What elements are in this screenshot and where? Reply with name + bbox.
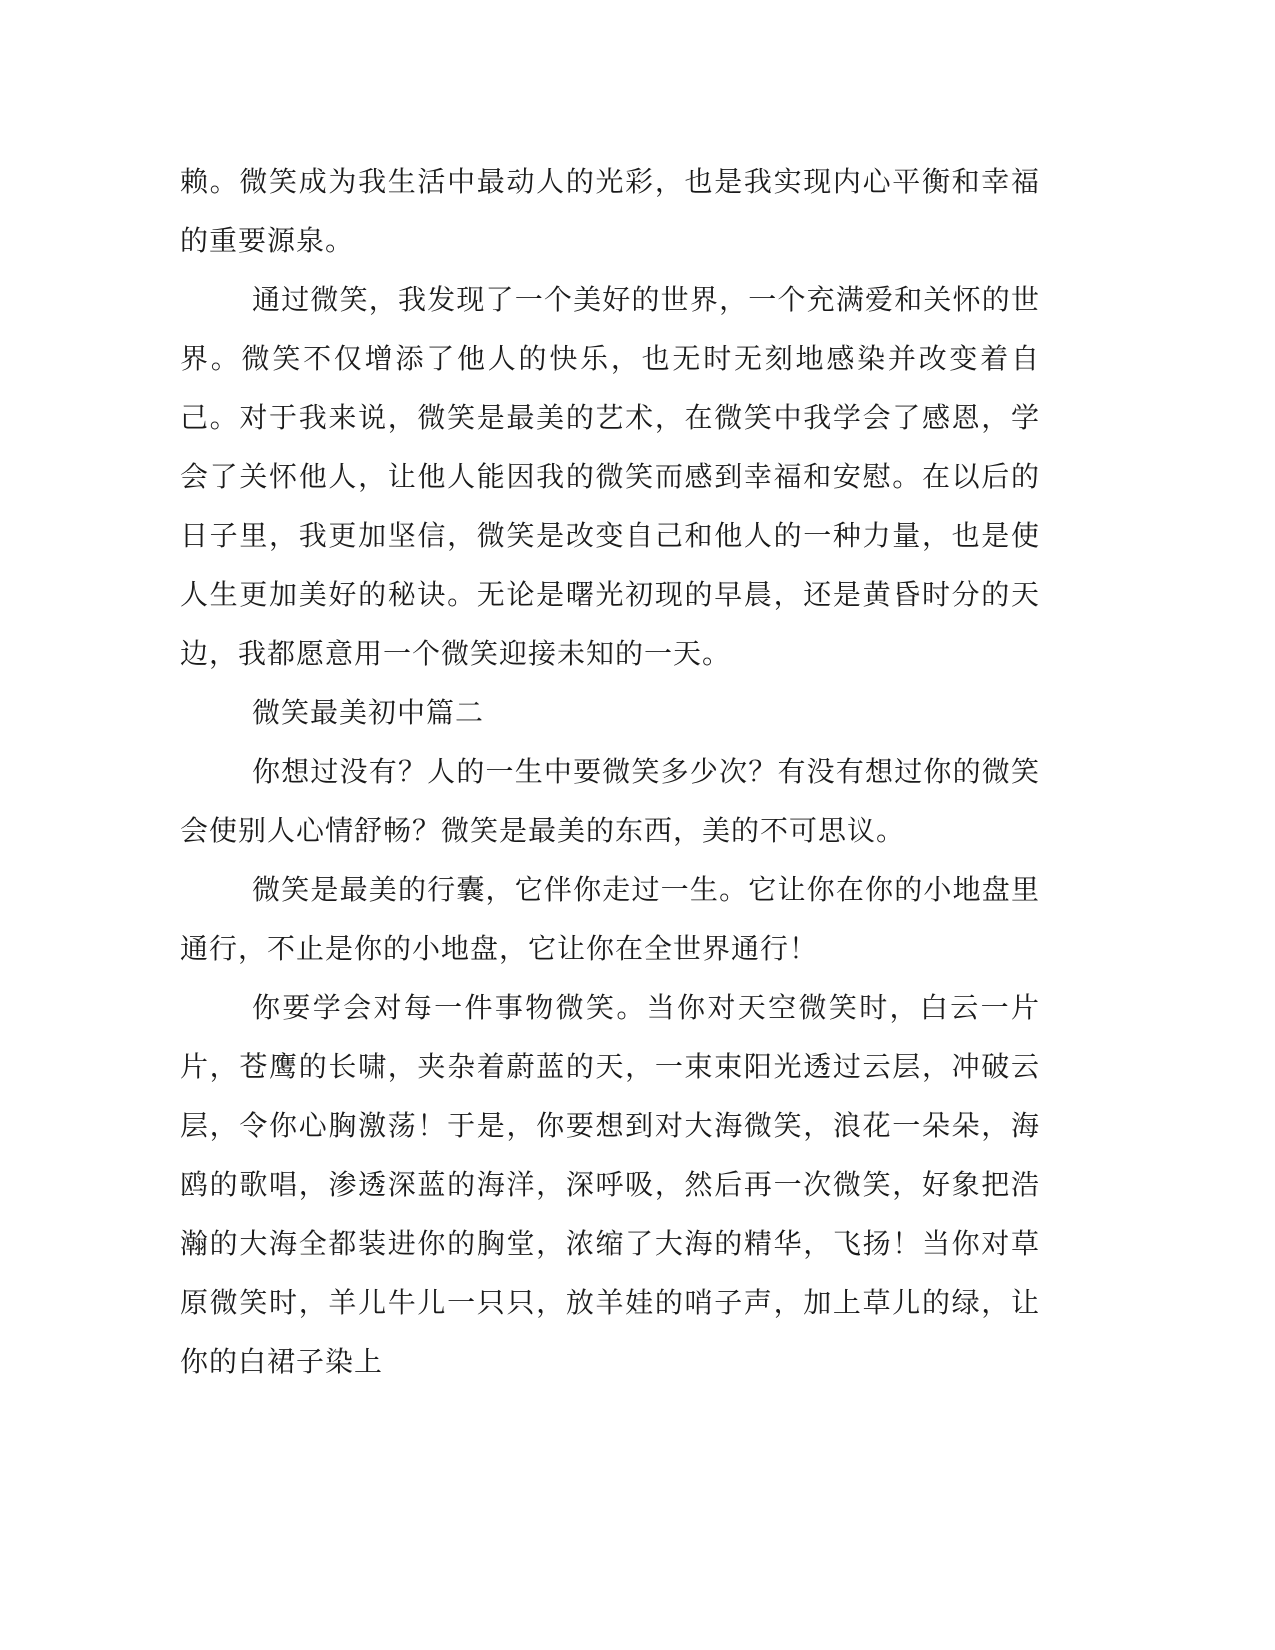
document-body	[180, 152, 1040, 1391]
paragraph: 你想过没有？人的一生中要微笑多少次？有没有想过你的微笑会使别人心情舒畅？微笑是最美的东西，美的不可思议。	[180, 755, 1040, 847]
paragraph: 通过微笑，我发现了一个美好的世界，一个充满爱和关怀的世界。微笑不仅增添了他人的快乐，也无时无刻地感染并改变着自己。对于我来说，微笑是最美的艺术，在微笑中我学会了感恩，学会了关怀他人，让他人能因我的微笑而感到幸福和安慰。在以后的日子里，我更加坚信，微笑是改变自己和他人的一种力量，也是使人生更加美好的秘诀。无论是曙光初现的早晨，还是黄昏时分的天边，我都愿意用一个微笑迎接未知的一天。	[180, 283, 1040, 670]
paragraph: 微笑是最美的行囊，它伴你走过一生。它让你在你的小地盘里通行，不止是你的小地盘，它让你在全世界通行！	[180, 873, 1040, 965]
paragraph: 你要学会对每一件事物微笑。当你对天空微笑时，白云一片片，苍鹰的长啸，夹杂着蔚蓝的天，一束束阳光透过云层，冲破云层，令你心胸激荡！于是，你要想到对大海微笑，浪花一朵朵，海鸥的歌唱，渗透深蓝的海洋，深呼吸，然后再一次微笑，好象把浩瀚的大海全都装进你的胸堂，浓缩了大海的精华，飞扬！当你对草原微笑时，羊儿牛儿一只只，放羊娃的哨子声，加上草儿的绿，让你的白裙子染上	[180, 991, 1040, 1378]
paragraph-continuation: 赖。微笑成为我生活中最动人的光彩，也是我实现内心平衡和幸福的重要源泉。	[180, 165, 1040, 257]
section-heading: 微笑最美初中篇二	[252, 696, 485, 729]
